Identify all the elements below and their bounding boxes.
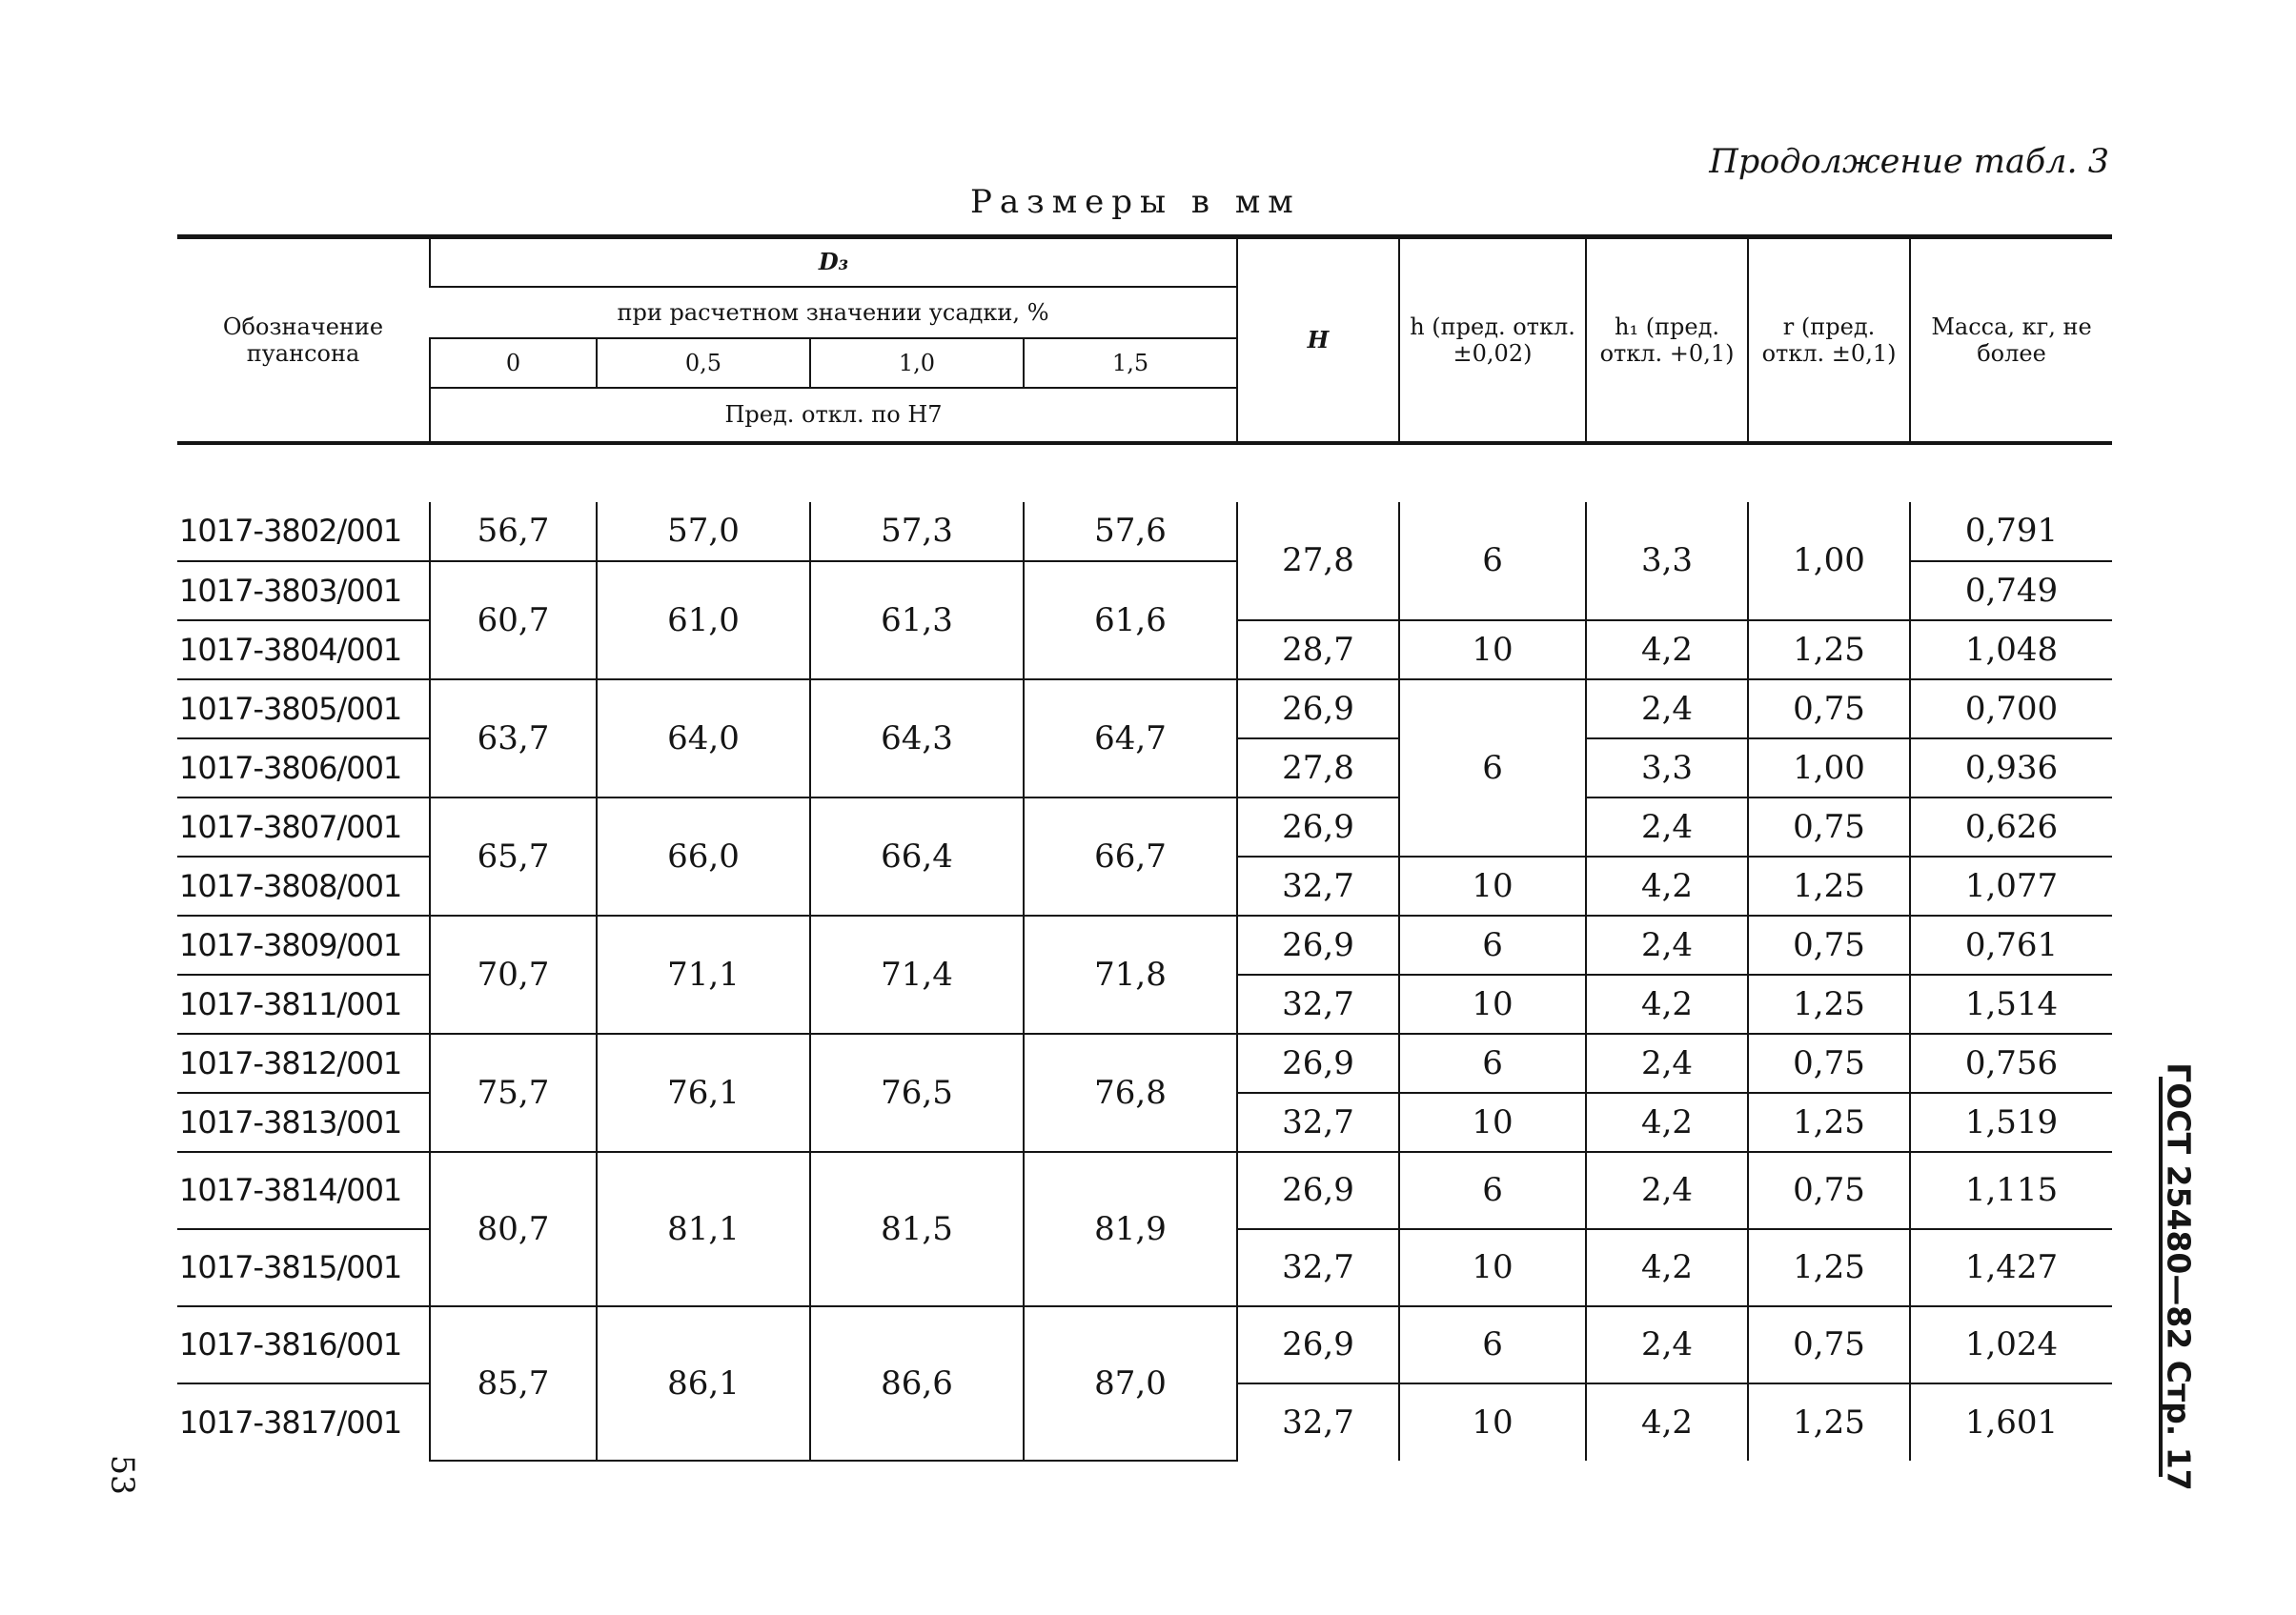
d3-15-cell: 76,8 xyxy=(1024,1034,1237,1152)
r-cell: 1,25 xyxy=(1748,620,1910,679)
mass-cell: 0,749 xyxy=(1910,561,2112,620)
h-cell: 10 xyxy=(1399,1229,1586,1306)
h1-cell: 4,2 xyxy=(1586,975,1748,1034)
header-r: r (пред. откл. ±0,1) xyxy=(1748,237,1910,443)
code-cell: 1017-3811/001 xyxy=(177,975,430,1034)
H-cell: 26,9 xyxy=(1237,679,1399,738)
header-H: H xyxy=(1237,237,1399,443)
table-row xyxy=(177,797,2112,857)
r-cell: 1,25 xyxy=(1748,857,1910,916)
h1-cell: 4,2 xyxy=(1586,857,1748,916)
page-number xyxy=(104,1446,142,1504)
r-cell: 1,25 xyxy=(1748,1229,1910,1306)
header-shrink-15: 1,5 xyxy=(1024,338,1237,388)
h-cell: 6 xyxy=(1399,679,1586,857)
header-d3: D₃ xyxy=(430,237,1237,287)
code-cell: 1017-3816/001 xyxy=(177,1306,430,1383)
r-cell: 0,75 xyxy=(1748,679,1910,738)
code-cell: 1017-3809/001 xyxy=(177,916,430,975)
mass-cell: 1,024 xyxy=(1910,1306,2112,1383)
table-row xyxy=(177,1306,2112,1383)
H-cell: 32,7 xyxy=(1237,857,1399,916)
page-number-text: 53 xyxy=(104,1455,142,1495)
d3-10-cell: 76,5 xyxy=(810,1034,1024,1152)
d3-15-cell: 66,7 xyxy=(1024,797,1237,916)
header-shrink-05: 0,5 xyxy=(597,338,810,388)
r-cell: 1,25 xyxy=(1748,975,1910,1034)
code-cell: 1017-3807/001 xyxy=(177,797,430,857)
mass-cell: 0,791 xyxy=(1910,502,2112,561)
header-h1: h₁ (пред. откл. +0,1) xyxy=(1586,237,1748,443)
d3-05-cell: 81,1 xyxy=(597,1152,810,1306)
code-cell: 1017-3813/001 xyxy=(177,1093,430,1152)
h1-cell: 4,2 xyxy=(1586,1093,1748,1152)
r-cell: 1,00 xyxy=(1748,738,1910,797)
d3-0-cell: 85,7 xyxy=(430,1306,597,1461)
d3-05-cell: 61,0 xyxy=(597,561,810,679)
code-cell: 1017-3803/001 xyxy=(177,561,430,620)
d3-10-cell: 64,3 xyxy=(810,679,1024,797)
code-cell: 1017-3817/001 xyxy=(179,1403,402,1441)
d3-0-cell: 60,7 xyxy=(430,561,597,679)
mass-cell: 1,601 xyxy=(1910,1383,2112,1461)
d3-05-cell: 64,0 xyxy=(597,679,810,797)
H-cell: 26,9 xyxy=(1237,1152,1399,1229)
d3-15-cell: 61,6 xyxy=(1024,561,1237,679)
h-cell: 6 xyxy=(1399,916,1586,975)
mass-cell: 1,048 xyxy=(1910,620,2112,679)
d3-0-cell: 75,7 xyxy=(430,1034,597,1152)
r-cell: 1,25 xyxy=(1748,1093,1910,1152)
H-cell: 32,7 xyxy=(1237,1383,1399,1461)
d3-0-cell: 80,7 xyxy=(430,1152,597,1306)
H-cell: 26,9 xyxy=(1237,797,1399,857)
code-cell: 1017-3802/001 xyxy=(177,502,430,561)
table-row xyxy=(177,502,2112,561)
r-cell: 0,75 xyxy=(1748,797,1910,857)
mass-cell: 0,626 xyxy=(1910,797,2112,857)
d3-15-cell: 57,6 xyxy=(1024,502,1237,561)
h-cell: 10 xyxy=(1399,857,1586,916)
h-cell: 6 xyxy=(1399,1034,1586,1093)
h-cell: 6 xyxy=(1399,1152,1586,1229)
table-header xyxy=(177,237,2112,443)
mass-cell: 1,519 xyxy=(1910,1093,2112,1152)
h-cell: 10 xyxy=(1399,620,1586,679)
d3-15-cell: 87,0 xyxy=(1024,1306,1237,1461)
H-cell: 26,9 xyxy=(1237,1034,1399,1093)
r-cell: 1,25 xyxy=(1748,1383,1910,1461)
gost-side-label xyxy=(2159,1062,2198,1491)
h-cell: 10 xyxy=(1399,1383,1586,1461)
header-shrink-10: 1,0 xyxy=(810,338,1024,388)
header-h: h (пред. откл. ±0,02) xyxy=(1399,237,1586,443)
header-tolerance: Пред. откл. по H7 xyxy=(430,388,1237,443)
d3-05-cell: 66,0 xyxy=(597,797,810,916)
h1-cell: 4,2 xyxy=(1586,1383,1748,1461)
H-cell: 26,9 xyxy=(1237,1306,1399,1383)
header-designation: Обозначение пуансона xyxy=(222,313,384,367)
h1-cell: 2,4 xyxy=(1586,1034,1748,1093)
dimensions-label: Размеры в мм xyxy=(970,183,1301,221)
H-cell: 27,8 xyxy=(1237,738,1399,797)
H-cell: 32,7 xyxy=(1237,1229,1399,1306)
mass-cell: 1,077 xyxy=(1910,857,2112,916)
code-cell: 1017-3815/001 xyxy=(177,1229,430,1306)
d3-0-cell: 56,7 xyxy=(430,502,597,561)
d3-05-cell: 76,1 xyxy=(597,1034,810,1152)
h-cell: 6 xyxy=(1399,1306,1586,1383)
d3-0-cell: 63,7 xyxy=(430,679,597,797)
code-cell: 1017-3812/001 xyxy=(177,1034,430,1093)
h1-cell: 2,4 xyxy=(1586,797,1748,857)
h1-cell: 4,2 xyxy=(1586,1229,1748,1306)
mass-cell: 1,115 xyxy=(1910,1152,2112,1229)
d3-10-cell: 86,6 xyxy=(810,1306,1024,1461)
H-cell: 26,9 xyxy=(1237,916,1399,975)
r-cell: 0,75 xyxy=(1748,916,1910,975)
h1-cell: 3,3 xyxy=(1586,738,1748,797)
table-row xyxy=(177,1034,2112,1093)
h1-cell: 2,4 xyxy=(1586,1152,1748,1229)
r-cell: 1,00 xyxy=(1748,502,1910,620)
d3-15-cell: 64,7 xyxy=(1024,679,1237,797)
code-cell: 1017-3808/001 xyxy=(177,857,430,916)
gost-side-label-text: ГОСТ 25480—82 Стр. 17 xyxy=(2160,1062,2198,1491)
d3-0-cell: 65,7 xyxy=(430,797,597,916)
header-shrink-0: 0 xyxy=(430,338,597,388)
d3-10-cell: 66,4 xyxy=(810,797,1024,916)
header-mass: Масса, кг, не более xyxy=(1910,237,2112,443)
h-cell: 6 xyxy=(1399,502,1586,620)
h1-cell: 2,4 xyxy=(1586,679,1748,738)
r-cell: 0,75 xyxy=(1748,1306,1910,1383)
H-cell: 27,8 xyxy=(1237,502,1399,620)
mass-cell: 0,936 xyxy=(1910,738,2112,797)
h1-cell: 2,4 xyxy=(1586,916,1748,975)
d3-10-cell: 61,3 xyxy=(810,561,1024,679)
mass-cell: 0,700 xyxy=(1910,679,2112,738)
h1-cell: 3,3 xyxy=(1586,502,1748,620)
mass-cell: 0,756 xyxy=(1910,1034,2112,1093)
table-continuation-label: Продолжение табл. 3 xyxy=(1709,143,2109,181)
d3-05-cell: 71,1 xyxy=(597,916,810,1034)
H-cell: 28,7 xyxy=(1237,620,1399,679)
h-cell: 10 xyxy=(1399,975,1586,1034)
code-cell: 1017-3814/001 xyxy=(177,1152,430,1229)
punch-dimensions-table xyxy=(177,234,2112,1462)
table-row xyxy=(177,679,2112,738)
H-cell: 32,7 xyxy=(1237,975,1399,1034)
code-cell: 1017-3805/001 xyxy=(177,679,430,738)
table-row xyxy=(177,916,2112,975)
r-cell: 0,75 xyxy=(1748,1152,1910,1229)
d3-0-cell: 70,7 xyxy=(430,916,597,1034)
r-cell: 0,75 xyxy=(1748,1034,1910,1093)
h1-cell: 2,4 xyxy=(1586,1306,1748,1383)
d3-10-cell: 71,4 xyxy=(810,916,1024,1034)
mass-cell: 1,427 xyxy=(1910,1229,2112,1306)
code-cell: 1017-3806/001 xyxy=(177,738,430,797)
d3-05-cell: 57,0 xyxy=(597,502,810,561)
table-row xyxy=(177,1152,2112,1229)
d3-15-cell: 81,9 xyxy=(1024,1152,1237,1306)
header-shrinkage: при расчетном значении усадки, % xyxy=(430,287,1237,338)
mass-cell: 0,761 xyxy=(1910,916,2112,975)
mass-cell: 1,514 xyxy=(1910,975,2112,1034)
d3-05-cell: 86,1 xyxy=(597,1306,810,1461)
h1-cell: 4,2 xyxy=(1586,620,1748,679)
H-cell: 32,7 xyxy=(1237,1093,1399,1152)
d3-10-cell: 57,3 xyxy=(810,502,1024,561)
d3-15-cell: 71,8 xyxy=(1024,916,1237,1034)
code-cell: 1017-3804/001 xyxy=(177,620,430,679)
d3-10-cell: 81,5 xyxy=(810,1152,1024,1306)
h-cell: 10 xyxy=(1399,1093,1586,1152)
